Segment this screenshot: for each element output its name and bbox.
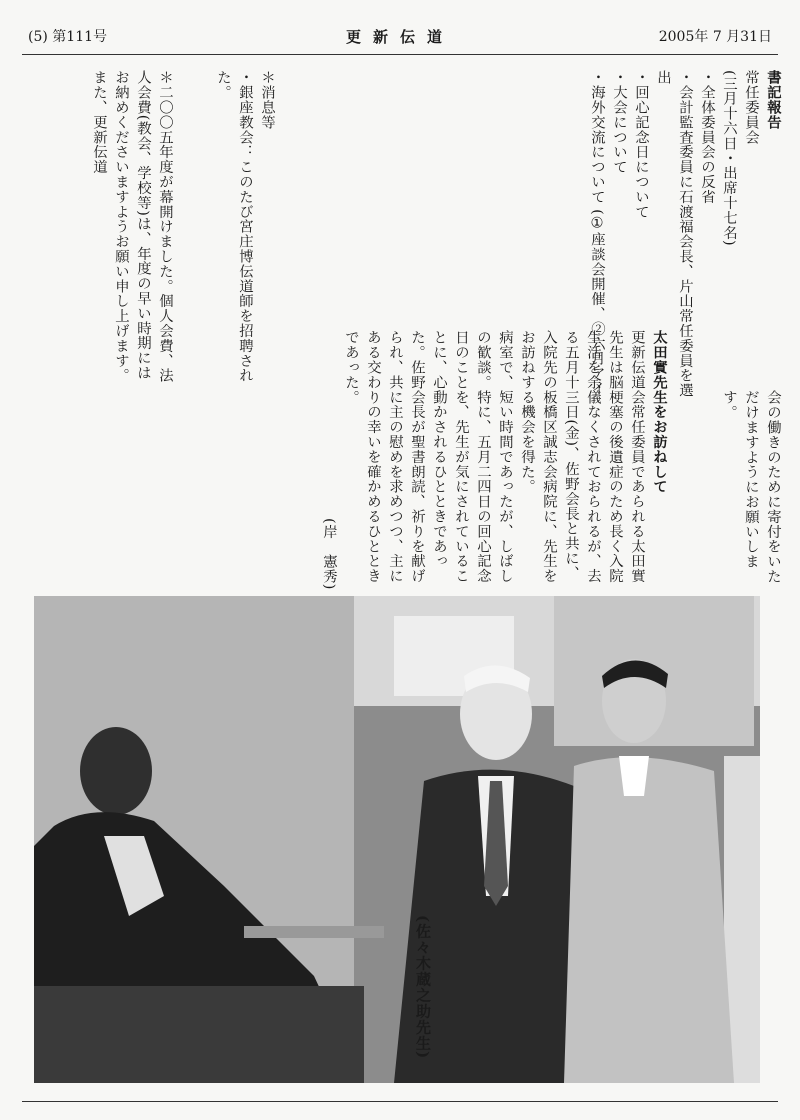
photo-caption: (佐々木蔵之助先生)	[414, 915, 432, 1060]
fee-notice-text: ＊二〇〇五年度が幕開けました。個人会費、法人会費(教会、学校等)は、年度の早い時期にはお納めくださいますようお願い申し上げます。また、更新伝道	[91, 70, 173, 383]
visit-paragraph: 病室で、短い時間であったが、しばしの歓談。特に、五月二四日の回心記念日のことを、先生が気にされていることに、心動かされるひとときであった。佐野会長が聖書朗読、祈りを献げられ、共に主の慰めを求めつつ、主にある交わりの幸いを確かめるひとときであった。	[343, 330, 513, 584]
visit-article	[222, 330, 670, 590]
fee-notice	[46, 70, 176, 390]
article-signature: (岸 憲秀)	[321, 518, 337, 590]
visit-paragraph: 更新伝道会常任委員であられる太田實先生は脳梗塞の後遺症のため長く入院生活を余儀なくされておられるが、去る五月十三日(金)、佐野会長と共に、入院先の板橋区誠志会病院に、先生をお訪ねする機会を得た。	[519, 330, 645, 584]
issue-number: (5) 第111号	[28, 29, 108, 45]
report-line: ・海外交流について (①座談会開催、②六月アイ	[589, 70, 605, 396]
report-line: (三月十六日・出席十七名)	[721, 70, 737, 247]
report-line: ・会計監査委員に石渡福会長、片山常任委員を選出	[655, 70, 693, 398]
newsletter-title: 更新伝道	[345, 28, 454, 46]
visit-article-title: 太田實先生をお訪ねして	[651, 330, 668, 494]
secretary-report-heading: 書記報告	[765, 70, 782, 130]
donation-continuation	[720, 390, 784, 590]
secretary-report-sub: 常任委員会	[743, 70, 759, 145]
news-line: ・銀座教会：このたび宮庄博伝道師を招聘された。	[215, 70, 253, 383]
donation-text: 会の働きのために寄付をいただけますようにお願いします。	[721, 390, 781, 584]
issue-date: 2005年 7 月31日	[658, 29, 772, 45]
bottom-rule	[22, 1101, 778, 1102]
report-line: ・回心記念日について	[633, 70, 649, 219]
report-line: ・大会について	[611, 70, 627, 175]
report-line: ・全体委員会の反省	[699, 70, 715, 205]
top-rule	[22, 54, 778, 55]
news-heading: ＊消息等	[259, 70, 275, 130]
photo	[34, 596, 760, 1083]
